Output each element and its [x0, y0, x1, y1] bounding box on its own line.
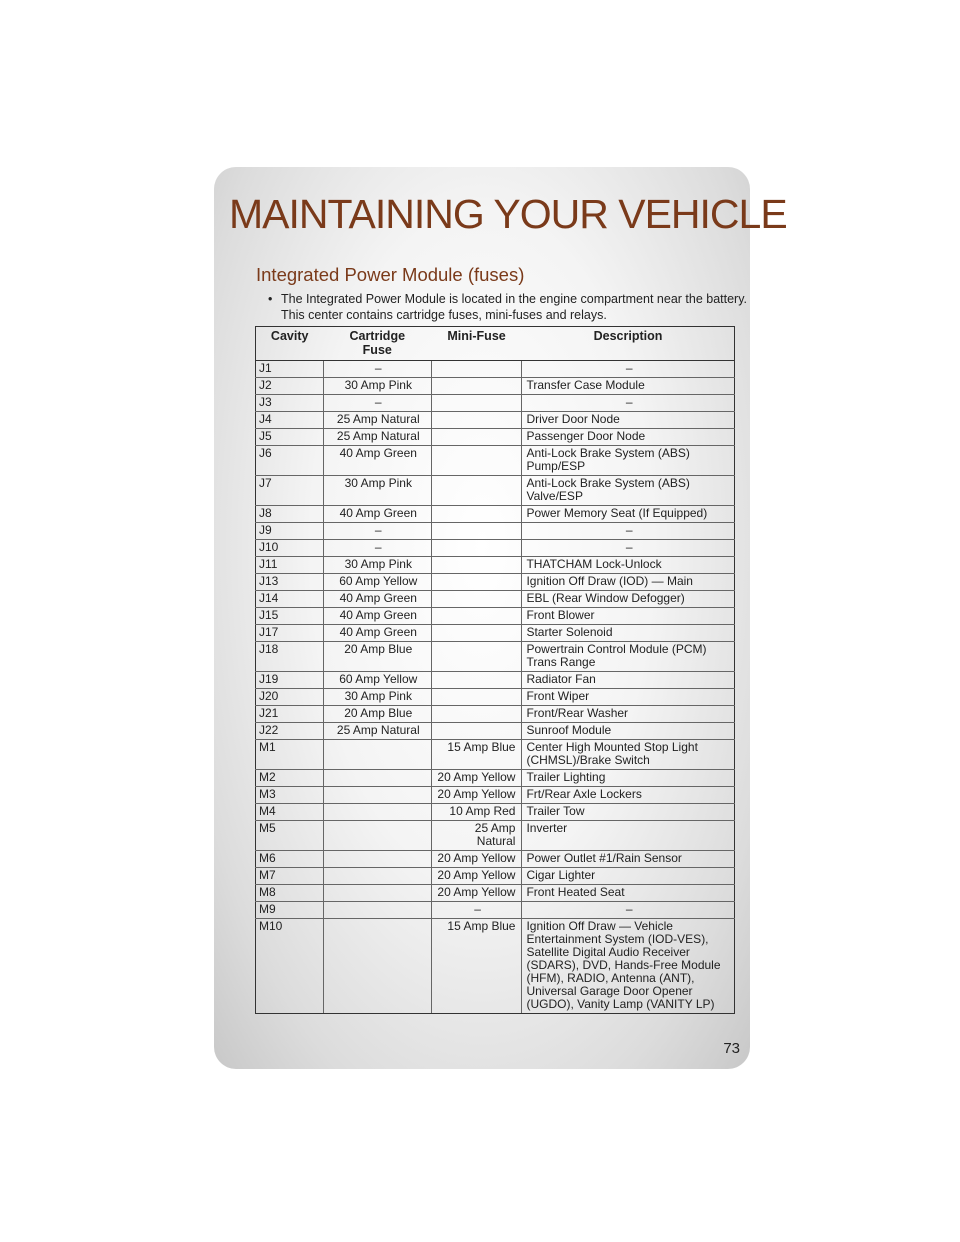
- mini-fuse-cell: –: [431, 902, 522, 919]
- description-cell: –: [522, 523, 735, 540]
- mini-fuse-cell: [431, 395, 522, 412]
- cartridge-fuse-cell: –: [323, 395, 431, 412]
- table-row: [256, 429, 735, 446]
- cartridge-fuse-cell: –: [323, 361, 431, 378]
- cartridge-fuse-cell: 30 Amp Pink: [323, 476, 431, 506]
- cartridge-fuse-cell: 40 Amp Green: [323, 608, 431, 625]
- description-cell: Ignition Off Draw (IOD) — Main: [522, 574, 735, 591]
- table-row: [256, 574, 735, 591]
- table-row: [256, 919, 735, 1014]
- mini-fuse-cell: [431, 574, 522, 591]
- table-row: [256, 821, 735, 851]
- table-row: [256, 608, 735, 625]
- mini-fuse-cell: 10 Amp Red: [431, 804, 522, 821]
- table-row: [256, 672, 735, 689]
- bullet-icon: •: [268, 292, 273, 306]
- table-row: [256, 770, 735, 787]
- cartridge-fuse-cell: 20 Amp Blue: [323, 706, 431, 723]
- mini-fuse-cell: 25 Amp Natural: [431, 821, 522, 851]
- description-cell: Power Outlet #1/Rain Sensor: [522, 851, 735, 868]
- cavity-cell: J10: [256, 540, 324, 557]
- cartridge-fuse-cell: [323, 868, 431, 885]
- mini-fuse-cell: [431, 361, 522, 378]
- cartridge-fuse-cell: 40 Amp Green: [323, 506, 431, 523]
- table-row: [256, 642, 735, 672]
- cartridge-fuse-cell: 30 Amp Pink: [323, 689, 431, 706]
- mini-fuse-cell: 15 Amp Blue: [431, 740, 522, 770]
- mini-fuse-cell: [431, 412, 522, 429]
- cavity-cell: M9: [256, 902, 324, 919]
- cavity-cell: J4: [256, 412, 324, 429]
- cavity-cell: J2: [256, 378, 324, 395]
- table-row: [256, 523, 735, 540]
- mini-fuse-cell: [431, 506, 522, 523]
- cavity-cell: J13: [256, 574, 324, 591]
- cartridge-fuse-cell: [323, 804, 431, 821]
- mini-fuse-cell: [431, 689, 522, 706]
- cavity-cell: J6: [256, 446, 324, 476]
- table-row: [256, 412, 735, 429]
- cartridge-fuse-cell: 40 Amp Green: [323, 591, 431, 608]
- description-cell: Trailer Lighting: [522, 770, 735, 787]
- cartridge-fuse-cell: [323, 787, 431, 804]
- cavity-cell: J20: [256, 689, 324, 706]
- cavity-cell: M7: [256, 868, 324, 885]
- mini-fuse-cell: [431, 429, 522, 446]
- mini-fuse-cell: [431, 723, 522, 740]
- cavity-cell: J8: [256, 506, 324, 523]
- cavity-cell: M4: [256, 804, 324, 821]
- cavity-cell: J1: [256, 361, 324, 378]
- cartridge-fuse-cell: [323, 740, 431, 770]
- table-row: [256, 868, 735, 885]
- description-cell: Front/Rear Washer: [522, 706, 735, 723]
- table-row: [256, 885, 735, 902]
- cartridge-fuse-cell: [323, 885, 431, 902]
- cavity-cell: J17: [256, 625, 324, 642]
- cartridge-fuse-cell: 25 Amp Natural: [323, 429, 431, 446]
- intro-text: [268, 291, 748, 323]
- table-row: [256, 706, 735, 723]
- cavity-cell: J14: [256, 591, 324, 608]
- description-cell: Passenger Door Node: [522, 429, 735, 446]
- page-title: Integrated Power Module (fuses): [256, 264, 525, 285]
- cartridge-fuse-cell: 20 Amp Blue: [323, 642, 431, 672]
- description-cell: Power Memory Seat (If Equipped): [522, 506, 735, 523]
- cavity-cell: J9: [256, 523, 324, 540]
- description-cell: EBL (Rear Window Defogger): [522, 591, 735, 608]
- mini-fuse-cell: [431, 557, 522, 574]
- table-row: [256, 557, 735, 574]
- cavity-cell: J18: [256, 642, 324, 672]
- cavity-cell: M5: [256, 821, 324, 851]
- header-mini-fuse: Mini-Fuse: [431, 327, 522, 361]
- mini-fuse-cell: 20 Amp Yellow: [431, 787, 522, 804]
- cartridge-fuse-cell: –: [323, 540, 431, 557]
- table-row: [256, 804, 735, 821]
- description-cell: –: [522, 395, 735, 412]
- description-cell: Transfer Case Module: [522, 378, 735, 395]
- description-cell: Anti-Lock Brake System (ABS) Valve/ESP: [522, 476, 735, 506]
- mini-fuse-cell: 15 Amp Blue: [431, 919, 522, 1014]
- mini-fuse-cell: [431, 642, 522, 672]
- cartridge-fuse-cell: [323, 821, 431, 851]
- cavity-cell: M1: [256, 740, 324, 770]
- table-row: [256, 787, 735, 804]
- description-cell: Powertrain Control Module (PCM) Trans Range: [522, 642, 735, 672]
- cavity-cell: M3: [256, 787, 324, 804]
- cavity-cell: J5: [256, 429, 324, 446]
- description-cell: Front Blower: [522, 608, 735, 625]
- mini-fuse-cell: 20 Amp Yellow: [431, 770, 522, 787]
- description-cell: Front Heated Seat: [522, 885, 735, 902]
- header-cavity: Cavity: [256, 327, 324, 361]
- cartridge-fuse-cell: 40 Amp Green: [323, 625, 431, 642]
- description-cell: Ignition Off Draw — Vehicle Entertainment System (IOD-VES), Satellite Digital Audio Receiver (SDARS), DVD, Hands-Free Module (HFM), RADIO, Antenna (ANT), Universal Garage Door Opener (UGDO), Vanity Lamp (VANITY LP): [522, 919, 735, 1014]
- table-row: [256, 540, 735, 557]
- description-cell: Starter Solenoid: [522, 625, 735, 642]
- description-cell: –: [522, 361, 735, 378]
- page-number: 73: [723, 1040, 740, 1057]
- description-cell: Driver Door Node: [522, 412, 735, 429]
- description-cell: Inverter: [522, 821, 735, 851]
- intro-line-2: This center contains cartridge fuses, mini-fuses and relays.: [281, 308, 607, 322]
- fuse-table: [255, 326, 735, 1014]
- description-cell: Center High Mounted Stop Light (CHMSL)/Brake Switch: [522, 740, 735, 770]
- intro-line-1: The Integrated Power Module is located in the engine compartment near the battery.: [281, 292, 748, 306]
- cavity-cell: J7: [256, 476, 324, 506]
- table-row: [256, 476, 735, 506]
- table-row: [256, 740, 735, 770]
- description-cell: Anti-Lock Brake System (ABS) Pump/ESP: [522, 446, 735, 476]
- table-row: [256, 378, 735, 395]
- cavity-cell: M8: [256, 885, 324, 902]
- mini-fuse-cell: [431, 540, 522, 557]
- cartridge-fuse-cell: 30 Amp Pink: [323, 557, 431, 574]
- cavity-cell: M10: [256, 919, 324, 1014]
- description-cell: Front Wiper: [522, 689, 735, 706]
- description-cell: THATCHAM Lock-Unlock: [522, 557, 735, 574]
- cartridge-fuse-cell: 40 Amp Green: [323, 446, 431, 476]
- table-row: [256, 689, 735, 706]
- cavity-cell: M2: [256, 770, 324, 787]
- mini-fuse-cell: [431, 608, 522, 625]
- mini-fuse-cell: [431, 523, 522, 540]
- description-cell: Sunroof Module: [522, 723, 735, 740]
- cavity-cell: J19: [256, 672, 324, 689]
- table-row: [256, 361, 735, 378]
- cartridge-fuse-cell: 30 Amp Pink: [323, 378, 431, 395]
- table-row: [256, 395, 735, 412]
- mini-fuse-cell: [431, 672, 522, 689]
- cavity-cell: J11: [256, 557, 324, 574]
- mini-fuse-cell: [431, 591, 522, 608]
- cartridge-fuse-cell: 25 Amp Natural: [323, 723, 431, 740]
- mini-fuse-cell: 20 Amp Yellow: [431, 851, 522, 868]
- header-cartridge-fuse: Cartridge Fuse: [323, 327, 431, 361]
- mini-fuse-cell: [431, 378, 522, 395]
- table-row: [256, 625, 735, 642]
- mini-fuse-cell: [431, 476, 522, 506]
- mini-fuse-cell: [431, 706, 522, 723]
- cavity-cell: J15: [256, 608, 324, 625]
- mini-fuse-cell: 20 Amp Yellow: [431, 868, 522, 885]
- cartridge-fuse-cell: –: [323, 523, 431, 540]
- cavity-cell: J21: [256, 706, 324, 723]
- cavity-cell: M6: [256, 851, 324, 868]
- header-description: Description: [522, 327, 735, 361]
- cartridge-fuse-cell: 25 Amp Natural: [323, 412, 431, 429]
- cartridge-fuse-cell: [323, 770, 431, 787]
- cartridge-fuse-cell: 60 Amp Yellow: [323, 672, 431, 689]
- table-row: [256, 446, 735, 476]
- description-cell: Trailer Tow: [522, 804, 735, 821]
- table-row: [256, 723, 735, 740]
- description-cell: Radiator Fan: [522, 672, 735, 689]
- cartridge-fuse-cell: [323, 902, 431, 919]
- cavity-cell: J22: [256, 723, 324, 740]
- table-row: [256, 591, 735, 608]
- mini-fuse-cell: 20 Amp Yellow: [431, 885, 522, 902]
- description-cell: Frt/Rear Axle Lockers: [522, 787, 735, 804]
- table-row: [256, 851, 735, 868]
- cartridge-fuse-cell: [323, 919, 431, 1014]
- mini-fuse-cell: [431, 625, 522, 642]
- table-header-row: [256, 327, 735, 361]
- cavity-cell: J3: [256, 395, 324, 412]
- description-cell: –: [522, 540, 735, 557]
- cartridge-fuse-cell: [323, 851, 431, 868]
- section-header: MAINTAINING YOUR VEHICLE: [229, 191, 787, 237]
- cartridge-fuse-cell: 60 Amp Yellow: [323, 574, 431, 591]
- mini-fuse-cell: [431, 446, 522, 476]
- description-cell: –: [522, 902, 735, 919]
- table-row: [256, 506, 735, 523]
- description-cell: Cigar Lighter: [522, 868, 735, 885]
- table-row: [256, 902, 735, 919]
